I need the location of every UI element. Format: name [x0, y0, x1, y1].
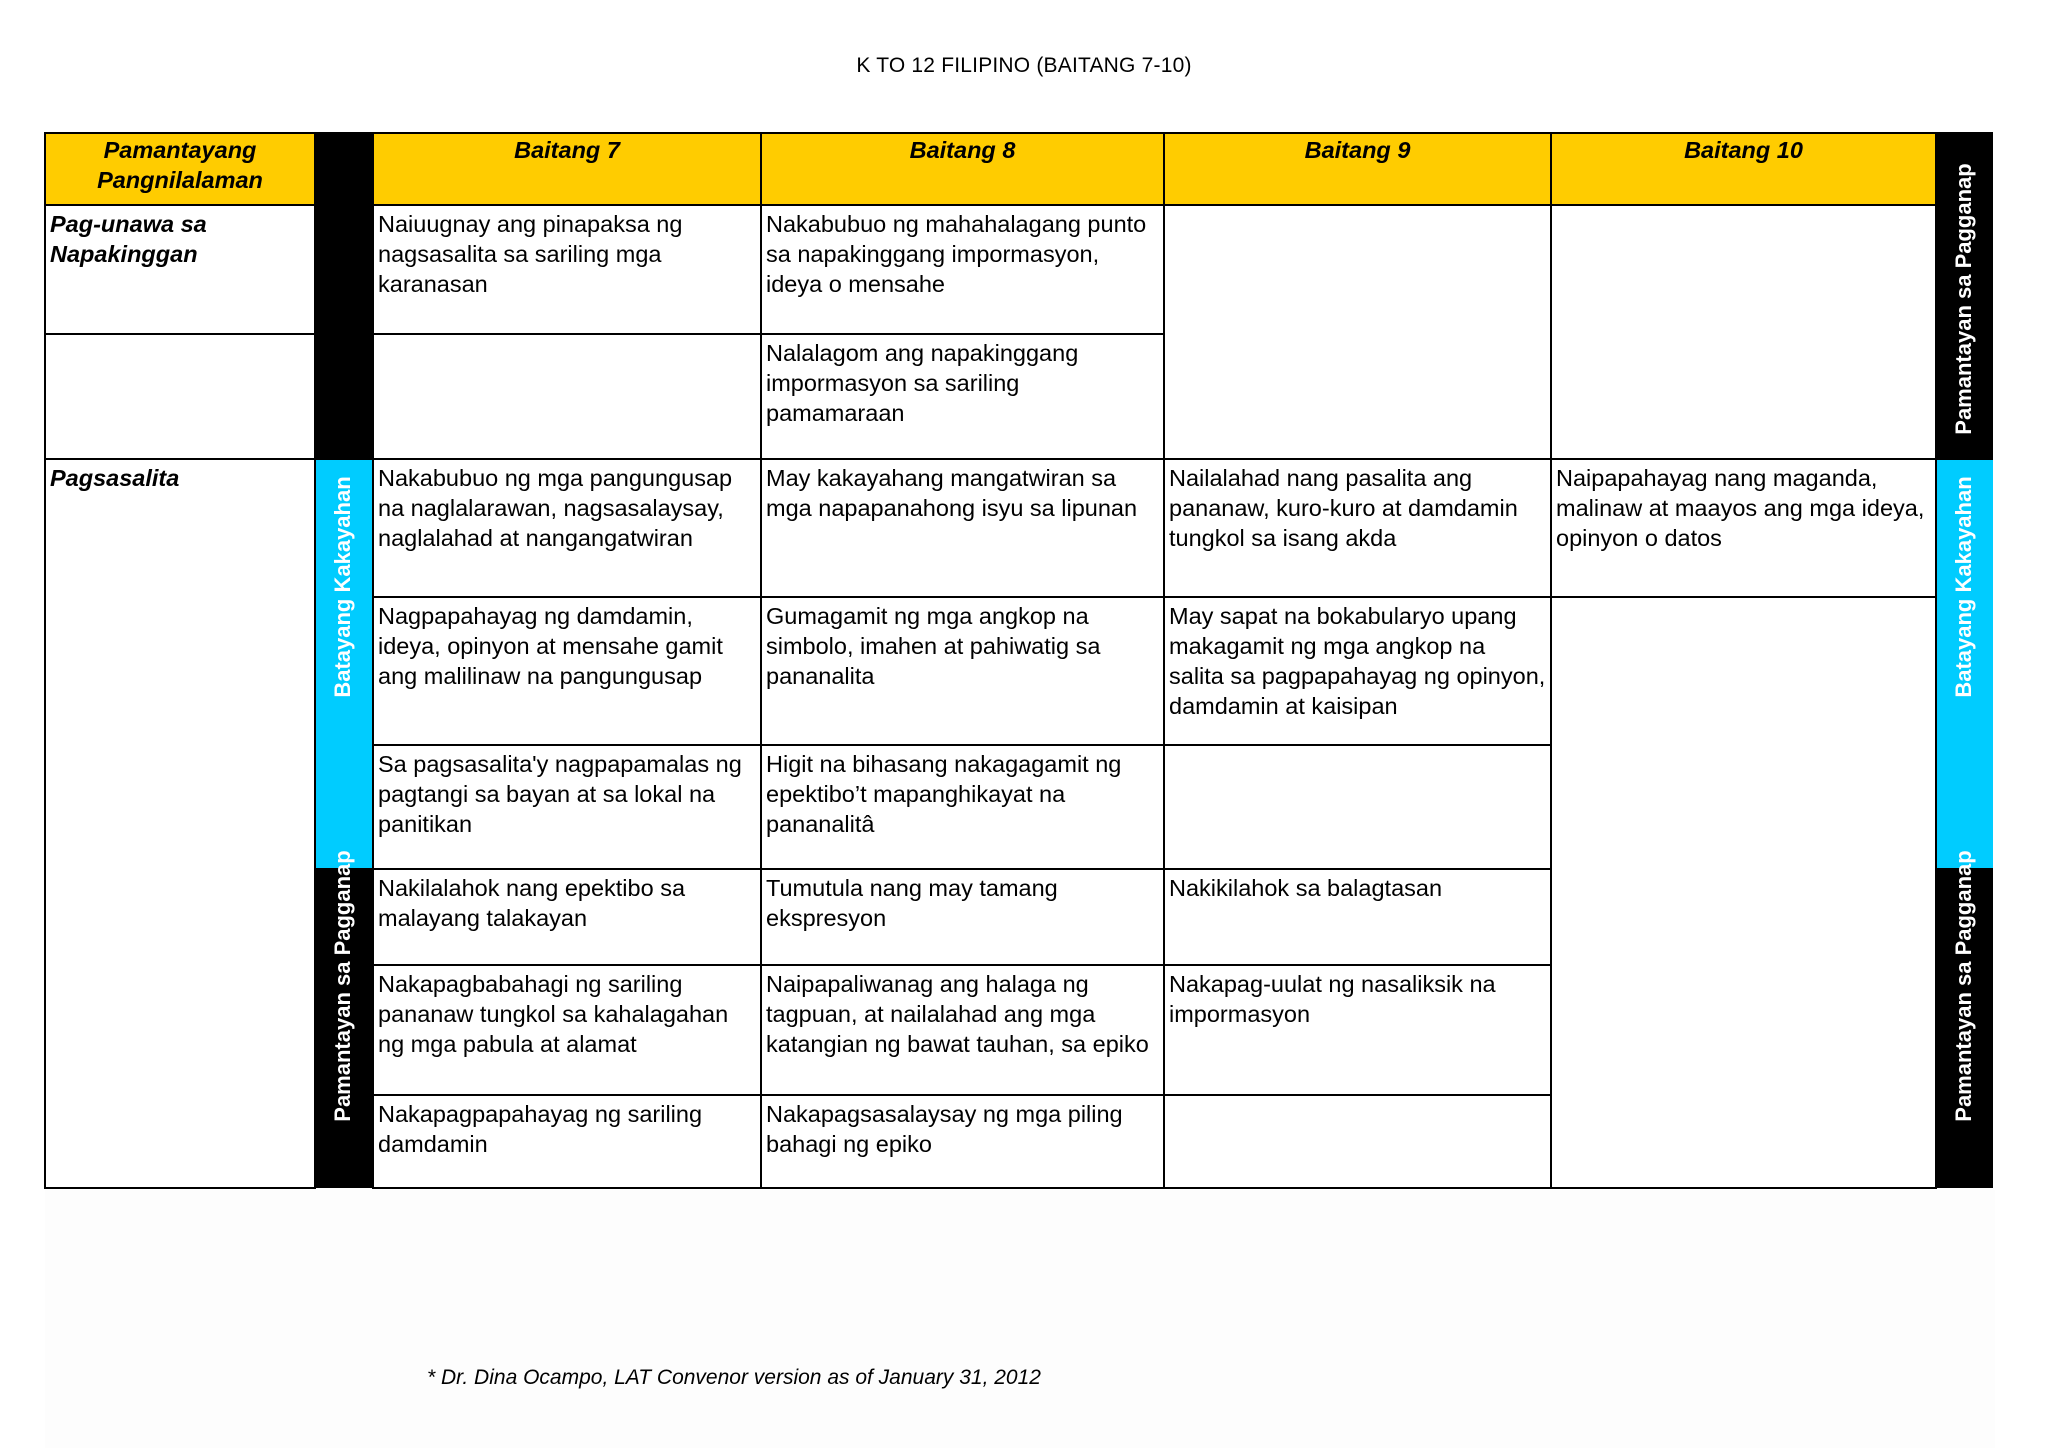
right-band-performance: [1935, 850, 1993, 1188]
grade8-row3: May kakayahang mangatwiran sa mga napapanahong isyu sa lipunan: [760, 458, 1165, 598]
grade10-rows4-8-empty: [1550, 596, 1937, 1189]
grade7-row3: Nakabubuo ng mga pangungusap na naglalarawan, nagsasalaysay, naglalahad at nangangatwiran: [372, 458, 762, 598]
grade8-row7: Naipapaliwanag ang halaga ng tagpuan, at nailalahad ang mga katangian ng bawat tauhan, sa epiko: [760, 964, 1165, 1096]
left-band-performance: [314, 850, 372, 1188]
grade9-rows1-2-empty: [1163, 204, 1552, 460]
right-band-performance-label: Pamantayan sa Pagganap: [1951, 850, 1976, 1122]
grade8-row8: Nakapagsasalaysay ng mga piling bahagi ng epiko: [760, 1094, 1165, 1189]
header-grade-9: Baitang 9: [1163, 132, 1552, 206]
right-band-top: [1935, 132, 1993, 460]
grade8-row4: Gumagamit ng mga angkop na simbolo, imahen at pahiwatig sa pananalita: [760, 596, 1165, 746]
grade10-rows1-2-empty: [1550, 204, 1937, 460]
grade7-row2-empty: [372, 333, 762, 460]
grade9-row6: Nakikilahok sa balagtasan: [1163, 868, 1552, 966]
right-band-top-label: Pamantayan sa Pagganap: [1951, 163, 1976, 435]
grade8-row2: Nalalagom ang napakinggang impormasyon sa sariling pamamaraan: [760, 333, 1165, 460]
footnote: * Dr. Dina Ocampo, LAT Convenor version as of January 31, 2012: [427, 1366, 1041, 1389]
grade9-row8-empty: [1163, 1094, 1552, 1189]
left-band-performance-label: Pamantayan sa Pagganap: [330, 850, 355, 1122]
grade9-row5-empty: [1163, 744, 1552, 870]
grade7-row4: Nagpapahayag ng damdamin, ideya, opinyon at mensahe gamit ang malilinaw na pangungusap: [372, 596, 762, 746]
left-band-top: [314, 132, 372, 460]
grade9-row3: Nailalahad nang pasalita ang pananaw, kuro-kuro at damdamin tungkol sa isang akda: [1163, 458, 1552, 598]
header-grade-8: Baitang 8: [760, 132, 1165, 206]
grade8-row5: Higit na bihasang nakagagamit ng epektibo’t mapanghikayat na pananalitâ: [760, 744, 1165, 870]
header-grade-7: Baitang 7: [372, 132, 762, 206]
strand-listening: Pag-unawa sa Napakinggan: [44, 204, 316, 335]
left-band-skills-label: Batayang Kakayahan: [330, 476, 355, 698]
grade9-row7: Nakapag-uulat ng nasaliksik na impormasyon: [1163, 964, 1552, 1096]
grade8-row6: Tumutula nang may tamang ekspresyon: [760, 868, 1165, 966]
grade7-row7: Nakapagbabahagi ng sariling pananaw tungkol sa kahalagahan ng mga pabula at alamat: [372, 964, 762, 1096]
grade10-row3: Naipapahayag nang maganda, malinaw at maayos ang mga ideya, opinyon o datos: [1550, 458, 1937, 598]
right-band-skills-label: Batayang Kakayahan: [1951, 476, 1976, 698]
left-band-skills: [314, 460, 372, 868]
header-grade-10: Baitang 10: [1550, 132, 1937, 206]
grade7-row6: Nakilalahok nang epektibo sa malayang talakayan: [372, 868, 762, 966]
right-band-skills: [1935, 460, 1993, 868]
grade7-row1: Naiuugnay ang pinapaksa ng nagsasalita sa sariling mga karanasan: [372, 204, 762, 335]
grade7-row8: Nakapagpapahayag ng sariling damdamin: [372, 1094, 762, 1189]
strand-speaking: Pagsasalita: [44, 458, 316, 1189]
page-title: K TO 12 FILIPINO (BAITANG 7-10): [856, 54, 1192, 77]
footer-area: [45, 1190, 1995, 1448]
grade8-row1: Nakabubuo ng mahahalagang punto sa napakinggang impormasyon, ideya o mensahe: [760, 204, 1165, 335]
grade7-row5: Sa pagsasalita'y nagpapamalas ng pagtangi sa bayan at sa lokal na panitikan: [372, 744, 762, 870]
header-standards: Pamantayang Pangnilalaman: [44, 132, 316, 206]
strand-empty-cell: [44, 333, 316, 460]
grade9-row4: May sapat na bokabularyo upang makagamit ng mga angkop na salita sa pagpapahayag ng opinyon, damdamin at kaisipan: [1163, 596, 1552, 746]
